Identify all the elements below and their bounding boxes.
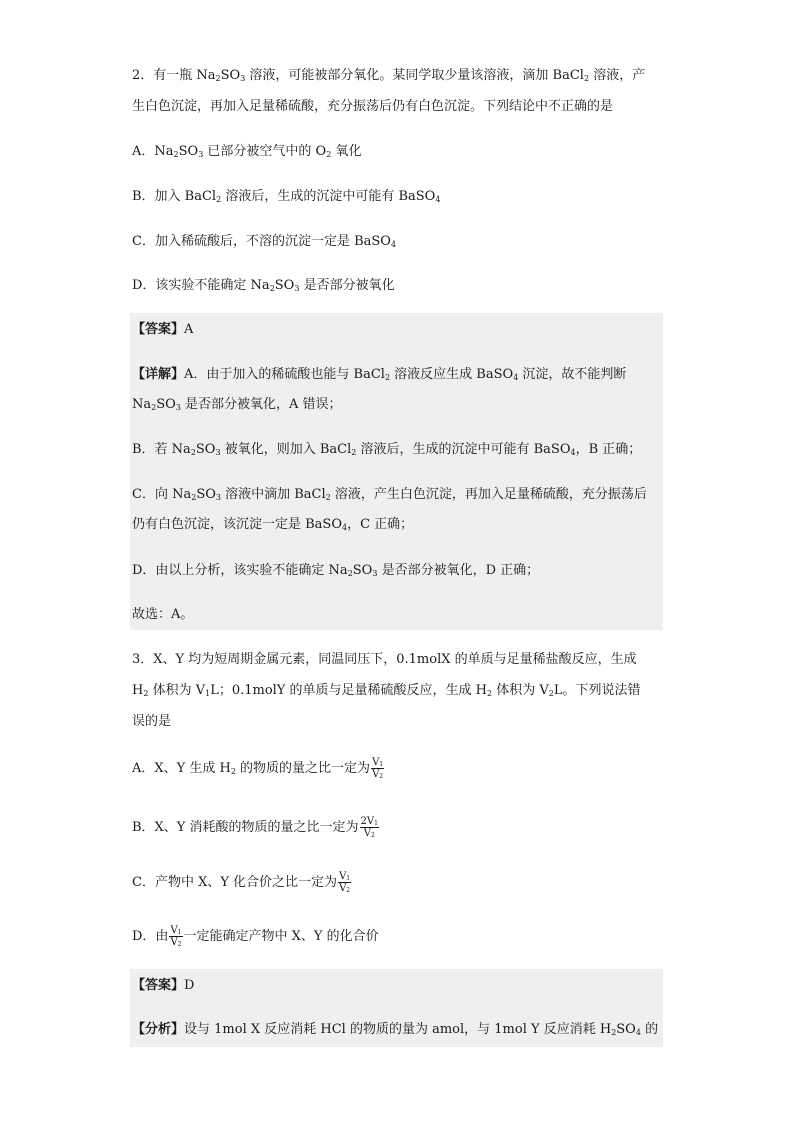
- q3-option-c-fraction: $\frac{V_1}{V_2}$: [339, 871, 351, 894]
- q3-option-a-fraction: $\frac{V_1}{V_2}$: [372, 757, 384, 780]
- q2-detail-line7: 故选：A。: [132, 607, 194, 622]
- q3-option-d-fraction: $\frac{V_1}{V_2}$: [170, 925, 182, 948]
- q2-answer: 【答案】A: [132, 322, 194, 337]
- q2-option-b: B．加入 BaCl$_2$ 溶液后，生成的沉淀中可能有 BaSO$_4$: [132, 189, 441, 204]
- q3-option-a: A．X、Y 生成 $H_2$ 的物质的量之比一定为 $\frac{V_1}{V_2}$: [132, 757, 384, 780]
- q2-detail-line1: 【详解】A．由于加入的稀硫酸也能与 BaCl$_2$ 溶液反应生成 BaSO$_4$ 沉淀，故不能判断: [132, 367, 627, 382]
- q2-stem-line1: 2．有一瓶 $Na_2SO_3$ 溶液，可能被部分氧化。某同学取少量该溶液，滴加 BaCl$_2$ 溶液，产: [132, 68, 646, 83]
- q3-answer: 【答案】D: [132, 978, 195, 993]
- q3-option-d: D．由 $\frac{V_1}{V_2}$ 一定能确定产物中 X、Y 的化合价: [132, 925, 379, 948]
- q2-option-c: C．加入稀硫酸后，不溶的沉淀一定是 BaSO$_4$: [132, 234, 397, 249]
- q2-detail-line4: C．向 $Na_2SO_3$ 溶液中滴加 BaCl$_2$ 溶液，产生白色沉淀，再加入足量稀硫酸，充分振荡后: [132, 487, 647, 502]
- q2-option-a: A．$Na_2SO_3$ 已部分被空气中的 $O_2$ 氧化: [132, 144, 362, 159]
- q2-detail-line2: $Na_2SO_3$ 是否部分被氧化，A 错误；: [132, 397, 342, 412]
- q2-detail-line3: B．若 $Na_2SO_3$ 被氧化，则加入 BaCl$_2$ 溶液后，生成的沉淀中可能有 BaSO$_4$，B 正确；: [132, 442, 642, 457]
- q3-option-c: C．产物中 X、Y 化合价之比一定为 $\frac{V_1}{V_2}$: [132, 871, 351, 894]
- q3-stem-line2: $H_2$ 体积为 $V_1L$；0.1molY 的单质与足量稀硫酸反应，生成 $H_2$ 体积为 $V_2L$。下列说法错: [132, 683, 641, 698]
- q3-analysis-line1: 【分析】设与 1mol X 反应消耗 HCl 的物质的量为 amol，与 1mol Y 反应消耗 $H_2SO_4$ 的: [132, 1022, 659, 1037]
- q2-detail-line5: 仍有白色沉淀，该沉淀一定是 BaSO$_4$，C 正确；: [132, 517, 414, 532]
- q3-stem-line1: 3．X、Y 均为短周期金属元素，同温同压下，0.1molX 的单质与足量稀盐酸反应，生成: [132, 652, 637, 667]
- q2-answer-block: [130, 313, 663, 630]
- q2-detail-line6: D．由以上分析，该实验不能确定 $Na_2SO_3$ 是否部分被氧化，D 正确；: [132, 563, 540, 578]
- q3-stem-line3: 误的是: [132, 714, 172, 729]
- q3-option-b: B．X、Y 消耗酸的物质的量之比一定为 $\frac{2V_1}{V_2}$: [132, 816, 378, 839]
- q2-option-d: D．该实验不能确定 $Na_2SO_3$ 是否部分被氧化: [132, 278, 395, 293]
- q2-stem-line2: 生白色沉淀，再加入足量稀硫酸，充分振荡后仍有白色沉淀。下列结论中不正确的是: [132, 99, 614, 114]
- q3-option-b-fraction: $\frac{2V_1}{V_2}$: [360, 816, 378, 839]
